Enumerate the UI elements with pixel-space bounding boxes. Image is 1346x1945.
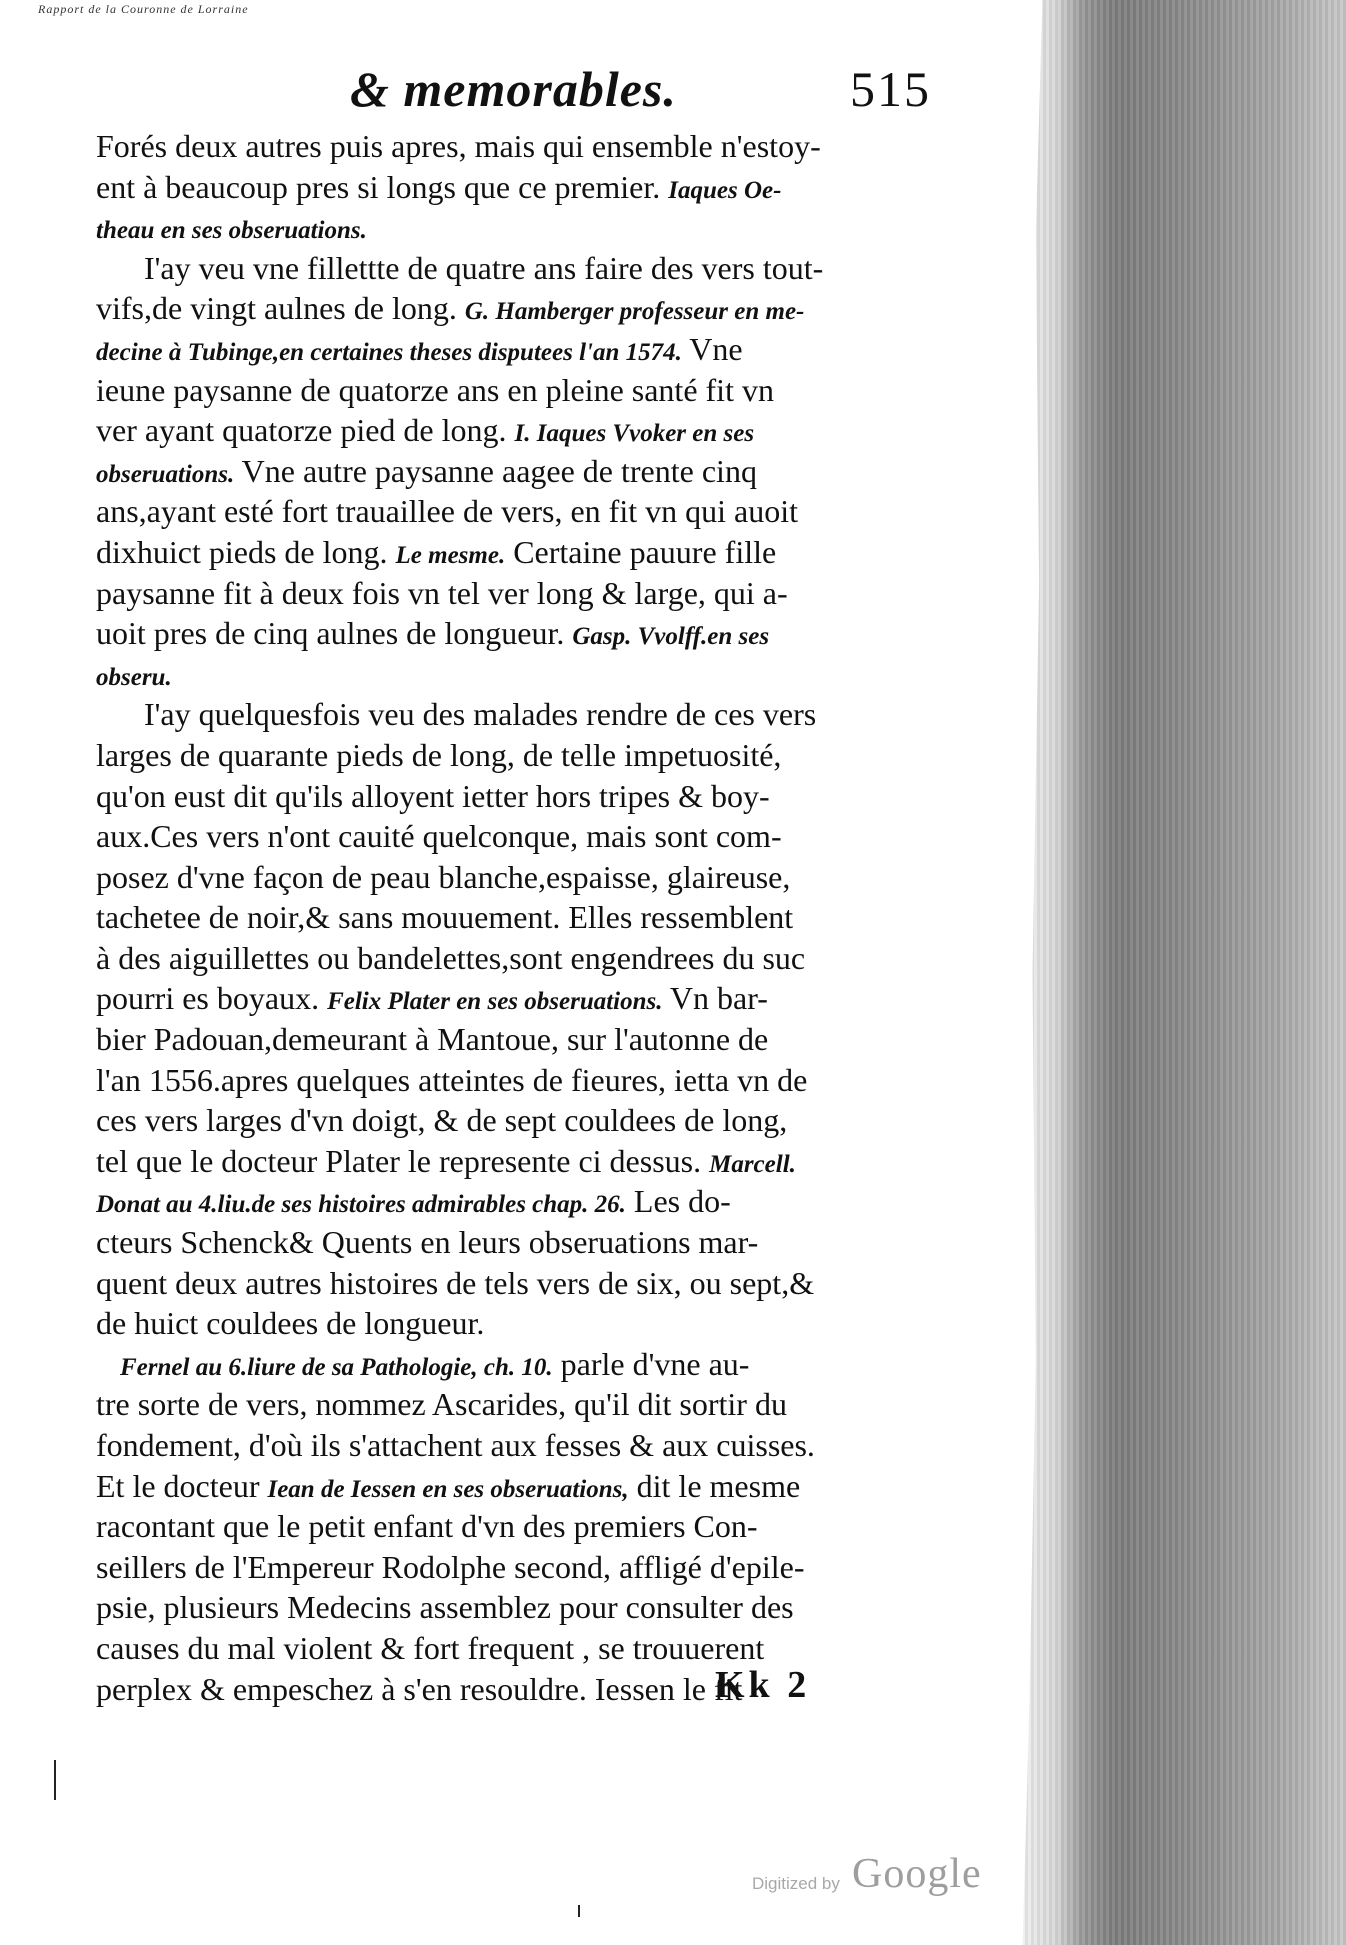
line-text: perplex & empeschez à s'en resouldre. Iessen le fit [96, 1670, 743, 1707]
citation-note: theau en ses obseruations. [96, 217, 367, 245]
citation-note: I. Iaques Vvoker en ses [514, 420, 755, 448]
line-text: qu'on eust dit qu'ils alloyent ietter hors tripes & boy- [96, 777, 770, 814]
line-text: bier Padouan,demeurant à Mantoue, sur l'autonne de [96, 1021, 769, 1058]
line-text: Et le docteur [96, 1467, 260, 1504]
text-line [96, 1587, 996, 1628]
running-title: & memorables. [350, 61, 677, 117]
line-text: causes du mal violent & fort frequent , se trouuerent [96, 1629, 765, 1666]
text-line [96, 897, 996, 938]
text-line [96, 410, 996, 451]
citation-note: G. Hamberger professeur en me- [464, 298, 805, 326]
text-line [96, 370, 996, 411]
citation-note: Felix Plater en ses obseruations. [327, 988, 663, 1016]
text-line [96, 1100, 996, 1141]
line-text: uoit pres de cinq aulnes de longueur. [96, 615, 565, 652]
line-text: tachetee de noir,& sans mouuement. Elles ressemblent [96, 899, 794, 936]
line-text: pourri es boyaux. [96, 980, 320, 1017]
line-text: fondement, d'où ils s'attachent aux fesses & aux cuisses. [96, 1427, 815, 1463]
text-line [96, 248, 996, 289]
line-text: quent deux autres histoires de tels vers de six, ou sept,& [96, 1264, 815, 1301]
line-text: posez d'vne façon de peau blanche,espaisse, glaireuse, [96, 858, 791, 895]
text-line [96, 654, 996, 695]
line-text: ans,ayant esté fort trauaillee de vers, en fit vn qui auoit [96, 493, 798, 530]
watermark-logo-text: Google [852, 1851, 982, 1897]
page-number: 515 [850, 61, 931, 117]
text-line [96, 532, 996, 573]
line-tail-text: dit le mesme [636, 1467, 801, 1504]
line-text: psie, plusieurs Medecins assemblez pour consulter des [96, 1589, 794, 1626]
citation-note: Fernel au 6.liure de sa Pathologie, ch. 10. [120, 1353, 553, 1381]
line-tail-text: Vn bar- [669, 980, 768, 1017]
margin-tick [578, 1905, 580, 1917]
text-line [96, 1263, 996, 1304]
line-text: I'ay veu vne fillettte de quatre ans faire des vers tout- [144, 249, 824, 286]
text-line [96, 735, 996, 776]
text-line [96, 1344, 996, 1385]
citation-note: Iean de Iessen en ses obseruations, [267, 1475, 629, 1503]
text-line [96, 167, 996, 208]
citation-note: decine à Tubinge,en certaines theses disputees l'an 1574. [96, 338, 682, 366]
line-text: de huict couldees de longueur. [96, 1305, 485, 1342]
text-line [96, 1628, 996, 1669]
citation-note: Donat au 4.liu.de ses histoires admirables chap. 26. [96, 1191, 626, 1219]
line-text: à des aiguillettes ou bandelettes,sont engendrees du suc [96, 939, 806, 976]
text-line [96, 126, 996, 167]
citation-note: Le mesme. [395, 541, 506, 569]
line-text: ver ayant quatorze pied de long. [96, 412, 507, 449]
margin-tick [54, 1760, 56, 1800]
line-text: dixhuict pieds de long. [96, 533, 388, 570]
text-line [96, 1060, 996, 1101]
text-line [96, 1019, 996, 1060]
text-line [96, 1181, 996, 1222]
citation-note: Marcell. [709, 1150, 796, 1178]
text-line [96, 573, 996, 614]
text-line [96, 857, 996, 898]
text-line [96, 694, 996, 735]
text-line [96, 451, 996, 492]
text-line [96, 1141, 996, 1182]
line-text: racontant que le petit enfant d'vn des premiers Con- [96, 1508, 758, 1545]
text-line [96, 1303, 996, 1344]
line-text: tel que le docteur Plater le represente ci dessus. [96, 1142, 702, 1179]
signature-mark: Kk 2 [715, 1664, 811, 1706]
line-text: larges de quarante pieds de long, de telle impetuosité, [96, 736, 782, 773]
top-margin-scribble: Rapport de la Couronne de Lorraine [38, 2, 249, 16]
line-text: Forés deux autres puis apres, mais qui ensemble n'estoy- [96, 128, 821, 164]
line-text: l'an 1556.apres quelques atteintes de fieures, ietta vn de [96, 1061, 808, 1098]
line-text: I'ay quelquesfois veu des malades rendre de ces vers [144, 696, 817, 733]
body-text [96, 126, 996, 1709]
line-text: vifs,de vingt aulnes de long. [96, 290, 457, 327]
text-line [96, 207, 996, 248]
line-tail-text: Certaine pauure fille [513, 533, 777, 570]
line-tail-text: Vne [689, 330, 743, 367]
line-text: aux.Ces vers n'ont cauité quelconque, mais sont com- [96, 818, 782, 855]
text-line [96, 613, 996, 654]
text-line [96, 1547, 996, 1588]
citation-note: Gasp. Vvolff.en ses [572, 623, 770, 651]
text-line [96, 1466, 996, 1507]
line-text: tre sorte de vers, nommez Ascarides, qu'il dit sortir du [96, 1386, 787, 1423]
text-line [96, 1384, 996, 1425]
line-text: ent à beaucoup pres si longs que ce premier. [96, 168, 661, 205]
text-line [96, 1669, 996, 1710]
google-watermark [752, 1850, 1012, 1900]
text-line [96, 978, 996, 1019]
text-line [96, 491, 996, 532]
text-line [96, 1425, 996, 1466]
line-text: Vne autre paysanne aagee de trente cinq [241, 452, 757, 489]
citation-note: obseruations. [96, 460, 235, 488]
text-line [96, 1506, 996, 1547]
text-line [96, 938, 996, 979]
text-line [96, 776, 996, 817]
page-edge-fore-edge [1016, 0, 1346, 1945]
watermark-small-text: Digitized by [752, 1874, 840, 1893]
line-tail-text: Les do- [633, 1183, 731, 1220]
citation-note: obseru. [96, 663, 172, 691]
text-line [96, 288, 996, 329]
text-line [96, 1222, 996, 1263]
line-text: ieune paysanne de quatorze ans en pleine santé fit vn [96, 371, 774, 408]
line-text: cteurs Schenck& Quents en leurs obseruations mar- [96, 1224, 759, 1261]
line-text: ces vers larges d'vn doigt, & de sept couldees de long, [96, 1102, 788, 1139]
page-header [100, 60, 980, 120]
line-text: paysanne fit à deux fois vn tel ver long & large, qui a- [96, 574, 788, 611]
line-text: seillers de l'Empereur Rodolphe second, affligé d'epile- [96, 1548, 805, 1585]
line-text: parle d'vne au- [560, 1345, 750, 1382]
text-line [96, 816, 996, 857]
text-line [96, 329, 996, 370]
citation-note: Iaques Oe- [668, 176, 782, 204]
